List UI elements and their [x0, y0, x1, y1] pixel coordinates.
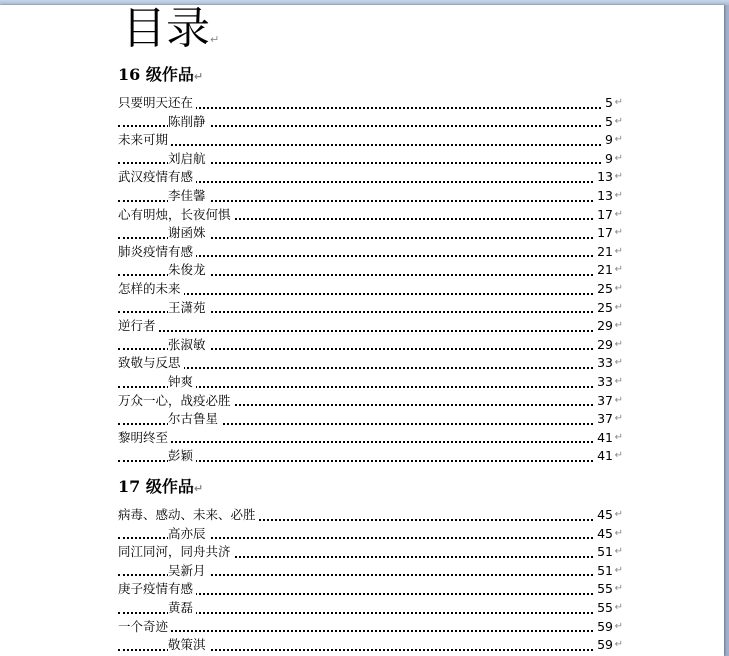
toc-page-number: 17	[594, 206, 613, 225]
toc-author-name: 谢函姝	[168, 225, 209, 240]
toc-entry-row[interactable]	[118, 206, 623, 225]
toc-author-row[interactable]	[118, 410, 623, 429]
toc-entry-row[interactable]	[118, 429, 623, 448]
toc-page-number: 59	[594, 636, 613, 655]
toc-author-name: 王潇苑	[168, 300, 209, 315]
paragraph-mark-icon: ↵	[193, 70, 204, 83]
toc-author-row[interactable]	[118, 113, 623, 132]
toc-entry-title: 万众一心，战疫必胜	[118, 393, 234, 408]
section-heading-text: 17 级作品	[118, 477, 194, 496]
toc-entry-row[interactable]	[118, 354, 623, 373]
toc-page-number: 33	[594, 354, 613, 373]
dot-leader	[118, 330, 609, 332]
paragraph-mark-icon: ↵	[614, 601, 623, 613]
toc-entry-row[interactable]	[118, 580, 623, 599]
toc-entry-title: 怎样的未来	[118, 281, 184, 296]
toc-page-number: 45	[594, 525, 613, 544]
document-page[interactable]	[0, 5, 724, 656]
toc-page-number: 41	[594, 447, 613, 466]
paragraph-mark-icon: ↵	[614, 413, 623, 425]
paragraph-mark-icon: ↵	[210, 33, 220, 46]
paragraph-mark-icon: ↵	[614, 301, 623, 313]
paragraph-mark-icon: ↵	[614, 583, 623, 595]
dot-leader	[118, 630, 609, 632]
toc-author-row[interactable]	[118, 447, 623, 466]
toc-page-number: 37	[594, 410, 613, 429]
toc-entry-row[interactable]	[118, 506, 623, 525]
toc-entry-title: 同江同河，同舟共济	[118, 544, 234, 559]
paragraph-mark-icon: ↵	[614, 134, 623, 146]
toc-entry-row[interactable]	[118, 280, 623, 299]
toc-entry-title: 武汉疫情有感	[118, 169, 196, 184]
paragraph-mark-icon: ↵	[614, 152, 623, 164]
toc-page-number: 59	[594, 618, 613, 637]
toc-author-name: 尔古鲁星	[168, 411, 221, 426]
toc-entry-title: 一个奇迹	[118, 619, 171, 634]
dot-leader	[118, 367, 609, 369]
toc-author-row[interactable]	[118, 636, 623, 655]
paragraph-mark-icon: ↵	[614, 171, 623, 183]
paragraph-mark-icon: ↵	[614, 509, 623, 520]
toc-page-number: 51	[594, 562, 613, 581]
toc-page-number: 21	[594, 243, 613, 262]
dot-leader	[118, 144, 609, 146]
toc-author-row[interactable]	[118, 187, 623, 206]
toc-entry-title: 庚子疫情有感	[118, 581, 196, 596]
toc-entry-title: 只要明天还在	[118, 95, 196, 110]
toc-entry-row[interactable]	[118, 168, 623, 187]
toc-author-row[interactable]	[118, 336, 623, 355]
paragraph-mark-icon: ↵	[614, 564, 623, 576]
paragraph-mark-icon: ↵	[614, 394, 623, 406]
toc-page-number: 37	[594, 392, 613, 411]
toc-entry-title: 致敬与反思	[118, 355, 184, 370]
paragraph-mark-icon: ↵	[614, 357, 623, 369]
paragraph-mark-icon: ↵	[614, 115, 623, 127]
toc-page-number: 5	[602, 113, 613, 132]
toc-author-name: 陈削静	[168, 114, 209, 129]
toc-entry-row[interactable]	[118, 543, 623, 562]
toc-entry-title: 病毒、感动、未来、必胜	[118, 507, 259, 522]
toc-author-row[interactable]	[118, 525, 623, 544]
toc-author-row[interactable]	[118, 373, 623, 392]
paragraph-mark-icon: ↵	[614, 282, 623, 294]
paragraph-mark-icon: ↵	[614, 450, 623, 462]
toc-page-number: 29	[594, 317, 613, 336]
toc-author-row[interactable]	[118, 224, 623, 243]
paragraph-mark-icon: ↵	[614, 620, 623, 632]
dot-leader	[118, 293, 609, 295]
toc-author-row[interactable]	[118, 150, 623, 169]
paragraph-mark-icon: ↵	[614, 208, 623, 220]
toc-entry-row[interactable]	[118, 131, 623, 150]
toc-page-number: 29	[594, 336, 613, 355]
toc-author-name: 彭颖	[168, 448, 196, 463]
toc-entry-title: 黎明终至	[118, 430, 171, 445]
toc-page-number: 9	[602, 150, 613, 169]
paragraph-mark-icon: ↵	[614, 375, 623, 387]
toc-page-number: 5	[602, 94, 613, 113]
toc-page-number: 25	[594, 280, 613, 299]
toc-author-name: 李佳馨	[168, 188, 209, 203]
paragraph-mark-icon: ↵	[614, 227, 623, 239]
toc-author-name: 钟爽	[168, 374, 196, 389]
paragraph-mark-icon: ↵	[614, 264, 623, 276]
toc-page-number: 55	[594, 599, 613, 618]
toc-author-row[interactable]	[118, 562, 623, 581]
toc-entry-row[interactable]	[118, 392, 623, 411]
paragraph-mark-icon: ↵	[614, 431, 623, 443]
toc-entry-row[interactable]	[118, 94, 623, 113]
toc-entries-16	[118, 94, 623, 466]
toc-title	[122, 5, 219, 66]
section-heading-16	[118, 65, 203, 87]
toc-author-name: 朱俊龙	[168, 262, 209, 277]
toc-page-number: 13	[594, 187, 613, 206]
dot-leader	[118, 441, 609, 443]
paragraph-mark-icon: ↵	[614, 320, 623, 332]
toc-page-number: 51	[594, 543, 613, 562]
toc-page-number: 55	[594, 580, 613, 599]
toc-author-name: 刘启航	[168, 151, 209, 166]
toc-entry-row[interactable]	[118, 243, 623, 262]
paragraph-mark-icon: ↵	[614, 245, 623, 257]
paragraph-mark-icon: ↵	[614, 189, 623, 201]
paragraph-mark-icon: ↵	[614, 639, 623, 651]
toc-page-number: 13	[594, 168, 613, 187]
toc-page-number: 9	[602, 131, 613, 150]
paragraph-mark-icon: ↵	[614, 97, 623, 108]
paragraph-mark-icon: ↵	[614, 527, 623, 539]
toc-page-number: 25	[594, 299, 613, 318]
toc-page-number: 45	[594, 506, 613, 525]
toc-entry-title: 肺炎疫情有感	[118, 244, 196, 259]
toc-entry-title: 心有明烛，长夜何惧	[118, 207, 234, 222]
toc-entry-row[interactable]	[118, 618, 623, 637]
toc-entry-title: 逆行者	[118, 318, 159, 333]
toc-author-name: 吴新月	[168, 563, 209, 578]
paragraph-mark-icon: ↵	[614, 338, 623, 350]
section-heading-17	[118, 477, 203, 499]
toc-entry-title: 未来可期	[118, 132, 171, 147]
toc-author-name: 敬策淇	[168, 637, 209, 652]
toc-author-row[interactable]	[118, 599, 623, 618]
toc-author-name: 张淑敏	[168, 337, 209, 352]
toc-author-row[interactable]	[118, 261, 623, 280]
section-heading-text: 16 级作品	[118, 65, 194, 84]
toc-page-number: 17	[594, 224, 613, 243]
toc-page-number: 21	[594, 261, 613, 280]
toc-page-number: 33	[594, 373, 613, 392]
toc-author-row[interactable]	[118, 299, 623, 318]
toc-author-name: 高亦辰	[168, 526, 209, 541]
toc-author-name: 黄磊	[168, 600, 196, 615]
toc-title-text: 目录	[122, 5, 210, 54]
toc-entries-17	[118, 506, 623, 655]
paragraph-mark-icon: ↵	[614, 546, 623, 558]
toc-page-number: 41	[594, 429, 613, 448]
paragraph-mark-icon: ↵	[193, 482, 204, 495]
toc-entry-row[interactable]	[118, 317, 623, 336]
